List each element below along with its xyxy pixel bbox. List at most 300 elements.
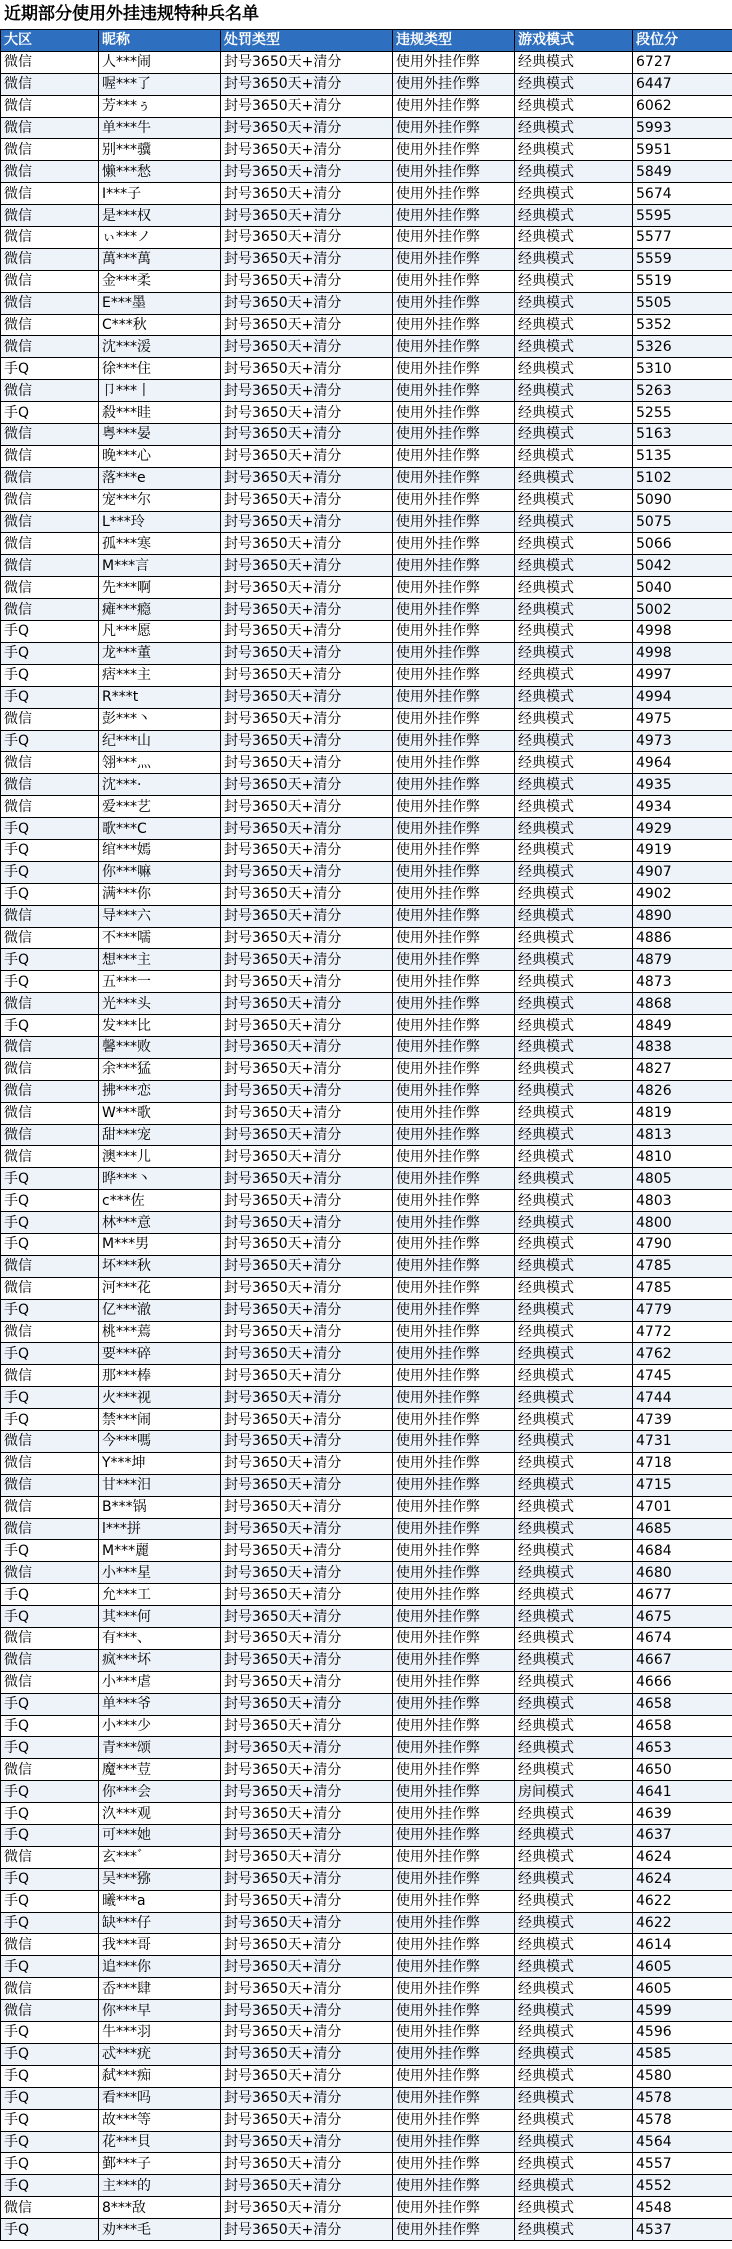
cell-nickname: R***t (99, 686, 221, 708)
cell-penalty: 封号3650天+清分 (221, 1671, 393, 1693)
cell-rank-score: 4779 (633, 1299, 732, 1321)
cell-violation: 使用外挂作弊 (393, 1474, 515, 1496)
cell-mode: 经典模式 (515, 1715, 633, 1737)
cell-violation: 使用外挂作弊 (393, 73, 515, 95)
cell-rank-score: 4599 (633, 2000, 732, 2022)
cell-mode: 经典模式 (515, 1693, 633, 1715)
cell-nickname: 不***嚅 (99, 927, 221, 949)
cell-penalty: 封号3650天+清分 (221, 1868, 393, 1890)
cell-violation: 使用外挂作弊 (393, 1190, 515, 1212)
cell-violation: 使用外挂作弊 (393, 1868, 515, 1890)
table-row (1, 927, 732, 949)
cell-rank-score: 4902 (633, 883, 732, 905)
cell-rank-score: 5040 (633, 577, 732, 599)
cell-nickname: 小***虐 (99, 1671, 221, 1693)
cell-nickname: 澳***儿 (99, 1146, 221, 1168)
cell-rank-score: 5505 (633, 292, 732, 314)
cell-penalty: 封号3650天+清分 (221, 883, 393, 905)
cell-nickname: l***拼 (99, 1518, 221, 1540)
cell-violation: 使用外挂作弊 (393, 1343, 515, 1365)
table-row (1, 1737, 732, 1759)
cell-nickname: 疯***坏 (99, 1649, 221, 1671)
cell-nickname: 萬***萬 (99, 248, 221, 270)
cell-violation: 使用外挂作弊 (393, 336, 515, 358)
cell-nickname: 孤***寒 (99, 533, 221, 555)
table-row (1, 1212, 732, 1234)
cell-penalty: 封号3650天+清分 (221, 1584, 393, 1606)
column-header-mode: 游戏模式 (515, 30, 633, 52)
cell-nickname: 徐***住 (99, 358, 221, 380)
table-row (1, 2197, 732, 2219)
cell-nickname: 坏***秋 (99, 1255, 221, 1277)
table-row (1, 1343, 732, 1365)
cell-nickname: 光***头 (99, 993, 221, 1015)
cell-mode: 经典模式 (515, 730, 633, 752)
cell-violation: 使用外挂作弊 (393, 2197, 515, 2219)
cell-violation: 使用外挂作弊 (393, 993, 515, 1015)
cell-rank-score: 4715 (633, 1474, 732, 1496)
cell-rank-score: 4667 (633, 1649, 732, 1671)
cell-region: 手Q (1, 818, 99, 840)
cell-mode: 经典模式 (515, 380, 633, 402)
cell-mode: 经典模式 (515, 599, 633, 621)
cell-mode: 经典模式 (515, 248, 633, 270)
cell-region: 微信 (1, 117, 99, 139)
cell-violation: 使用外挂作弊 (393, 555, 515, 577)
cell-nickname: 人***闹 (99, 51, 221, 73)
cell-region: 手Q (1, 1803, 99, 1825)
cell-penalty: 封号3650天+清分 (221, 1759, 393, 1781)
cell-violation: 使用外挂作弊 (393, 1584, 515, 1606)
cell-violation: 使用外挂作弊 (393, 861, 515, 883)
cell-nickname: 林***意 (99, 1212, 221, 1234)
cell-nickname: 故***等 (99, 2109, 221, 2131)
cell-penalty: 封号3650天+清分 (221, 2109, 393, 2131)
cell-mode: 经典模式 (515, 1540, 633, 1562)
cell-penalty: 封号3650天+清分 (221, 183, 393, 205)
table-row (1, 774, 732, 796)
cell-region: 微信 (1, 1277, 99, 1299)
column-header-region: 大区 (1, 30, 99, 52)
table-row (1, 1671, 732, 1693)
table-row (1, 971, 732, 993)
cell-violation: 使用外挂作弊 (393, 1496, 515, 1518)
cell-region: 手Q (1, 1825, 99, 1847)
table-row (1, 905, 732, 927)
table-row (1, 270, 732, 292)
cell-penalty: 封号3650天+清分 (221, 1212, 393, 1234)
cell-mode: 经典模式 (515, 270, 633, 292)
table-row (1, 1934, 732, 1956)
table-row (1, 292, 732, 314)
cell-nickname: 粤***晏 (99, 424, 221, 446)
cell-rank-score: 4813 (633, 1124, 732, 1146)
cell-nickname: 瘫***瘾 (99, 599, 221, 621)
cell-penalty: 封号3650天+清分 (221, 314, 393, 336)
cell-region: 微信 (1, 95, 99, 117)
cell-violation: 使用外挂作弊 (393, 1124, 515, 1146)
cell-rank-score: 4772 (633, 1321, 732, 1343)
cell-penalty: 封号3650天+清分 (221, 95, 393, 117)
cell-nickname: 彭***丶 (99, 708, 221, 730)
cell-rank-score: 4745 (633, 1365, 732, 1387)
cell-violation: 使用外挂作弊 (393, 533, 515, 555)
table-row (1, 2000, 732, 2022)
cell-mode: 经典模式 (515, 1606, 633, 1628)
cell-region: 微信 (1, 555, 99, 577)
cell-rank-score: 4622 (633, 1890, 732, 1912)
table-row (1, 1321, 732, 1343)
cell-violation: 使用外挂作弊 (393, 1233, 515, 1255)
table-row (1, 1649, 732, 1671)
cell-nickname: Y***坤 (99, 1452, 221, 1474)
cell-mode: 经典模式 (515, 1562, 633, 1584)
cell-nickname: B***锅 (99, 1496, 221, 1518)
cell-mode: 经典模式 (515, 818, 633, 840)
cell-mode: 经典模式 (515, 402, 633, 424)
cell-region: 微信 (1, 1452, 99, 1474)
table-row (1, 1365, 732, 1387)
cell-violation: 使用外挂作弊 (393, 248, 515, 270)
cell-nickname: 绾***嫣 (99, 839, 221, 861)
table-row (1, 380, 732, 402)
cell-mode: 经典模式 (515, 2175, 633, 2197)
cell-rank-score: 4873 (633, 971, 732, 993)
cell-rank-score: 5090 (633, 489, 732, 511)
cell-rank-score: 4552 (633, 2175, 732, 2197)
cell-penalty: 封号3650天+清分 (221, 1036, 393, 1058)
cell-rank-score: 4785 (633, 1255, 732, 1277)
cell-rank-score: 4557 (633, 2153, 732, 2175)
cell-violation: 使用外挂作弊 (393, 1146, 515, 1168)
cell-nickname: 别***骥 (99, 139, 221, 161)
cell-mode: 经典模式 (515, 774, 633, 796)
cell-penalty: 封号3650天+清分 (221, 2219, 393, 2241)
cell-mode: 经典模式 (515, 1102, 633, 1124)
table-row (1, 752, 732, 774)
cell-violation: 使用外挂作弊 (393, 2087, 515, 2109)
cell-region: 微信 (1, 248, 99, 270)
cell-rank-score: 4677 (633, 1584, 732, 1606)
cell-region: 微信 (1, 577, 99, 599)
cell-nickname: 河***花 (99, 1277, 221, 1299)
cell-violation: 使用外挂作弊 (393, 1080, 515, 1102)
cell-mode: 经典模式 (515, 117, 633, 139)
cell-rank-score: 4838 (633, 1036, 732, 1058)
cell-region: 微信 (1, 1518, 99, 1540)
cell-violation: 使用外挂作弊 (393, 1956, 515, 1978)
table-row (1, 1890, 732, 1912)
cell-mode: 经典模式 (515, 1168, 633, 1190)
table-row (1, 445, 732, 467)
cell-violation: 使用外挂作弊 (393, 1737, 515, 1759)
table-row (1, 1277, 732, 1299)
cell-penalty: 封号3650天+清分 (221, 1168, 393, 1190)
cell-nickname: L***玲 (99, 511, 221, 533)
cell-region: 手Q (1, 1868, 99, 1890)
table-row (1, 2065, 732, 2087)
cell-violation: 使用外挂作弊 (393, 1846, 515, 1868)
cell-rank-score: 5577 (633, 227, 732, 249)
cell-violation: 使用外挂作弊 (393, 2175, 515, 2197)
cell-mode: 经典模式 (515, 1343, 633, 1365)
cell-region: 手Q (1, 1956, 99, 1978)
table-row (1, 1803, 732, 1825)
cell-nickname: 忒***疣 (99, 2043, 221, 2065)
cell-mode: 经典模式 (515, 621, 633, 643)
cell-rank-score: 5559 (633, 248, 732, 270)
cell-nickname: I***子 (99, 183, 221, 205)
table-row (1, 1781, 732, 1803)
table-row (1, 1015, 732, 1037)
cell-penalty: 封号3650天+清分 (221, 424, 393, 446)
cell-region: 手Q (1, 949, 99, 971)
cell-mode: 经典模式 (515, 905, 633, 927)
cell-penalty: 封号3650天+清分 (221, 1540, 393, 1562)
cell-nickname: 我***哥 (99, 1934, 221, 1956)
cell-nickname: 翎***灬 (99, 752, 221, 774)
cell-violation: 使用外挂作弊 (393, 1015, 515, 1037)
cell-rank-score: 5310 (633, 358, 732, 380)
cell-violation: 使用外挂作弊 (393, 489, 515, 511)
cell-rank-score: 4805 (633, 1168, 732, 1190)
cell-penalty: 封号3650天+清分 (221, 292, 393, 314)
table-row (1, 2109, 732, 2131)
cell-region: 手Q (1, 1584, 99, 1606)
cell-region: 微信 (1, 511, 99, 533)
cell-rank-score: 5075 (633, 511, 732, 533)
cell-rank-score: 4849 (633, 1015, 732, 1037)
cell-violation: 使用外挂作弊 (393, 205, 515, 227)
cell-region: 手Q (1, 358, 99, 380)
cell-violation: 使用外挂作弊 (393, 161, 515, 183)
cell-mode: 经典模式 (515, 1212, 633, 1234)
cell-region: 微信 (1, 1759, 99, 1781)
cell-mode: 经典模式 (515, 1846, 633, 1868)
cell-region: 手Q (1, 1890, 99, 1912)
cell-penalty: 封号3650天+清分 (221, 336, 393, 358)
cell-violation: 使用外挂作弊 (393, 1212, 515, 1234)
cell-nickname: 岙***肆 (99, 1978, 221, 2000)
cell-rank-score: 4994 (633, 686, 732, 708)
cell-rank-score: 4731 (633, 1431, 732, 1453)
cell-penalty: 封号3650天+清分 (221, 1190, 393, 1212)
cell-nickname: 花***貝 (99, 2131, 221, 2153)
cell-rank-score: 4658 (633, 1693, 732, 1715)
cell-mode: 经典模式 (515, 1015, 633, 1037)
cell-rank-score: 6062 (633, 95, 732, 117)
cell-mode: 经典模式 (515, 1978, 633, 2000)
cell-violation: 使用外挂作弊 (393, 2065, 515, 2087)
table-row (1, 1124, 732, 1146)
cell-mode: 经典模式 (515, 1452, 633, 1474)
table-row (1, 2219, 732, 2241)
table-row (1, 117, 732, 139)
cell-nickname: 是***权 (99, 205, 221, 227)
table-row (1, 1387, 732, 1409)
cell-rank-score: 4605 (633, 1978, 732, 2000)
cell-violation: 使用外挂作弊 (393, 752, 515, 774)
table-row (1, 1628, 732, 1650)
table-row (1, 1168, 732, 1190)
cell-mode: 经典模式 (515, 2219, 633, 2241)
cell-rank-score: 4718 (633, 1452, 732, 1474)
cell-nickname: 满***你 (99, 883, 221, 905)
cell-nickname: 导***六 (99, 905, 221, 927)
cell-rank-score: 5849 (633, 161, 732, 183)
table-row (1, 1080, 732, 1102)
cell-violation: 使用外挂作弊 (393, 1387, 515, 1409)
cell-mode: 经典模式 (515, 1190, 633, 1212)
cell-rank-score: 4637 (633, 1825, 732, 1847)
cell-penalty: 封号3650天+清分 (221, 1737, 393, 1759)
cell-nickname: 禁***闹 (99, 1409, 221, 1431)
cell-rank-score: 4564 (633, 2131, 732, 2153)
cell-rank-score: 4973 (633, 730, 732, 752)
cell-penalty: 封号3650天+清分 (221, 205, 393, 227)
cell-nickname: 卩***丨 (99, 380, 221, 402)
table-row (1, 467, 732, 489)
cell-region: 微信 (1, 270, 99, 292)
cell-nickname: 劝***毛 (99, 2219, 221, 2241)
table-row (1, 1584, 732, 1606)
cell-rank-score: 4739 (633, 1409, 732, 1431)
cell-nickname: 那***棒 (99, 1365, 221, 1387)
cell-violation: 使用外挂作弊 (393, 183, 515, 205)
cell-violation: 使用外挂作弊 (393, 314, 515, 336)
table-row (1, 1299, 732, 1321)
cell-penalty: 封号3650天+清分 (221, 1299, 393, 1321)
cell-nickname: 单***牛 (99, 117, 221, 139)
cell-region: 微信 (1, 1934, 99, 1956)
cell-violation: 使用外挂作弊 (393, 796, 515, 818)
cell-nickname: 有***、 (99, 1628, 221, 1650)
cell-penalty: 封号3650天+清分 (221, 51, 393, 73)
cell-mode: 经典模式 (515, 1321, 633, 1343)
table-row (1, 1409, 732, 1431)
cell-penalty: 封号3650天+清分 (221, 1890, 393, 1912)
cell-violation: 使用外挂作弊 (393, 1562, 515, 1584)
cell-region: 手Q (1, 1387, 99, 1409)
cell-violation: 使用外挂作弊 (393, 227, 515, 249)
cell-rank-score: 6447 (633, 73, 732, 95)
table-row (1, 1146, 732, 1168)
cell-penalty: 封号3650天+清分 (221, 2131, 393, 2153)
cell-violation: 使用外挂作弊 (393, 927, 515, 949)
cell-mode: 经典模式 (515, 1409, 633, 1431)
cell-penalty: 封号3650天+清分 (221, 752, 393, 774)
cell-violation: 使用外挂作弊 (393, 1649, 515, 1671)
cell-region: 微信 (1, 1102, 99, 1124)
cell-mode: 经典模式 (515, 1518, 633, 1540)
table-row (1, 511, 732, 533)
cell-penalty: 封号3650天+清分 (221, 599, 393, 621)
cell-mode: 经典模式 (515, 2087, 633, 2109)
cell-region: 手Q (1, 2131, 99, 2153)
table-row (1, 1496, 732, 1518)
cell-penalty: 封号3650天+清分 (221, 2087, 393, 2109)
cell-nickname: 主***的 (99, 2175, 221, 2197)
cell-violation: 使用外挂作弊 (393, 402, 515, 424)
cell-rank-score: 4998 (633, 642, 732, 664)
cell-region: 手Q (1, 1015, 99, 1037)
cell-penalty: 封号3650天+清分 (221, 1343, 393, 1365)
cell-violation: 使用外挂作弊 (393, 2000, 515, 2022)
cell-violation: 使用外挂作弊 (393, 1058, 515, 1080)
cell-violation: 使用外挂作弊 (393, 51, 515, 73)
cell-mode: 经典模式 (515, 1255, 633, 1277)
cell-nickname: 你***早 (99, 2000, 221, 2022)
cell-rank-score: 5674 (633, 183, 732, 205)
cell-rank-score: 4997 (633, 664, 732, 686)
cell-nickname: 凡***愿 (99, 621, 221, 643)
page-title: 近期部分使用外挂违规特种兵名单 (4, 4, 259, 24)
cell-rank-score: 4548 (633, 2197, 732, 2219)
cell-violation: 使用外挂作弊 (393, 2153, 515, 2175)
cell-nickname: 沈***湲 (99, 336, 221, 358)
cell-nickname: 懒***愁 (99, 161, 221, 183)
cell-penalty: 封号3650天+清分 (221, 2043, 393, 2065)
table-row (1, 949, 732, 971)
cell-penalty: 封号3650天+清分 (221, 993, 393, 1015)
cell-rank-score: 4929 (633, 818, 732, 840)
cell-penalty: 封号3650天+清分 (221, 1321, 393, 1343)
cell-rank-score: 5255 (633, 402, 732, 424)
cell-mode: 经典模式 (515, 1277, 633, 1299)
table-row (1, 161, 732, 183)
cell-mode: 经典模式 (515, 161, 633, 183)
cell-penalty: 封号3650天+清分 (221, 730, 393, 752)
cell-penalty: 封号3650天+清分 (221, 1715, 393, 1737)
cell-violation: 使用外挂作弊 (393, 1890, 515, 1912)
cell-mode: 经典模式 (515, 993, 633, 1015)
cell-region: 手Q (1, 2022, 99, 2044)
cell-penalty: 封号3650天+清分 (221, 1496, 393, 1518)
cell-mode: 经典模式 (515, 227, 633, 249)
table-row (1, 796, 732, 818)
cell-rank-score: 4653 (633, 1737, 732, 1759)
cell-violation: 使用外挂作弊 (393, 577, 515, 599)
cell-nickname: 拂***恋 (99, 1080, 221, 1102)
cell-penalty: 封号3650天+清分 (221, 270, 393, 292)
cell-violation: 使用外挂作弊 (393, 117, 515, 139)
cell-penalty: 封号3650天+清分 (221, 949, 393, 971)
cell-region: 手Q (1, 402, 99, 424)
cell-rank-score: 4785 (633, 1277, 732, 1299)
cell-violation: 使用外挂作弊 (393, 1628, 515, 1650)
cell-mode: 经典模式 (515, 139, 633, 161)
cell-mode: 经典模式 (515, 1759, 633, 1781)
cell-region: 微信 (1, 752, 99, 774)
cell-mode: 经典模式 (515, 1496, 633, 1518)
cell-penalty: 封号3650天+清分 (221, 1431, 393, 1453)
cell-region: 微信 (1, 1562, 99, 1584)
cell-region: 手Q (1, 730, 99, 752)
cell-mode: 经典模式 (515, 2153, 633, 2175)
cell-nickname: 晔***丶 (99, 1168, 221, 1190)
cell-rank-score: 5066 (633, 533, 732, 555)
cell-violation: 使用外挂作弊 (393, 1912, 515, 1934)
cell-mode: 经典模式 (515, 555, 633, 577)
cell-penalty: 封号3650天+清分 (221, 380, 393, 402)
cell-rank-score: 4639 (633, 1803, 732, 1825)
cell-violation: 使用外挂作弊 (393, 1168, 515, 1190)
cell-nickname: 余***猛 (99, 1058, 221, 1080)
cell-nickname: 吴***猕 (99, 1868, 221, 1890)
table-row (1, 1715, 732, 1737)
cell-region: 手Q (1, 2109, 99, 2131)
cell-nickname: 晚***心 (99, 445, 221, 467)
